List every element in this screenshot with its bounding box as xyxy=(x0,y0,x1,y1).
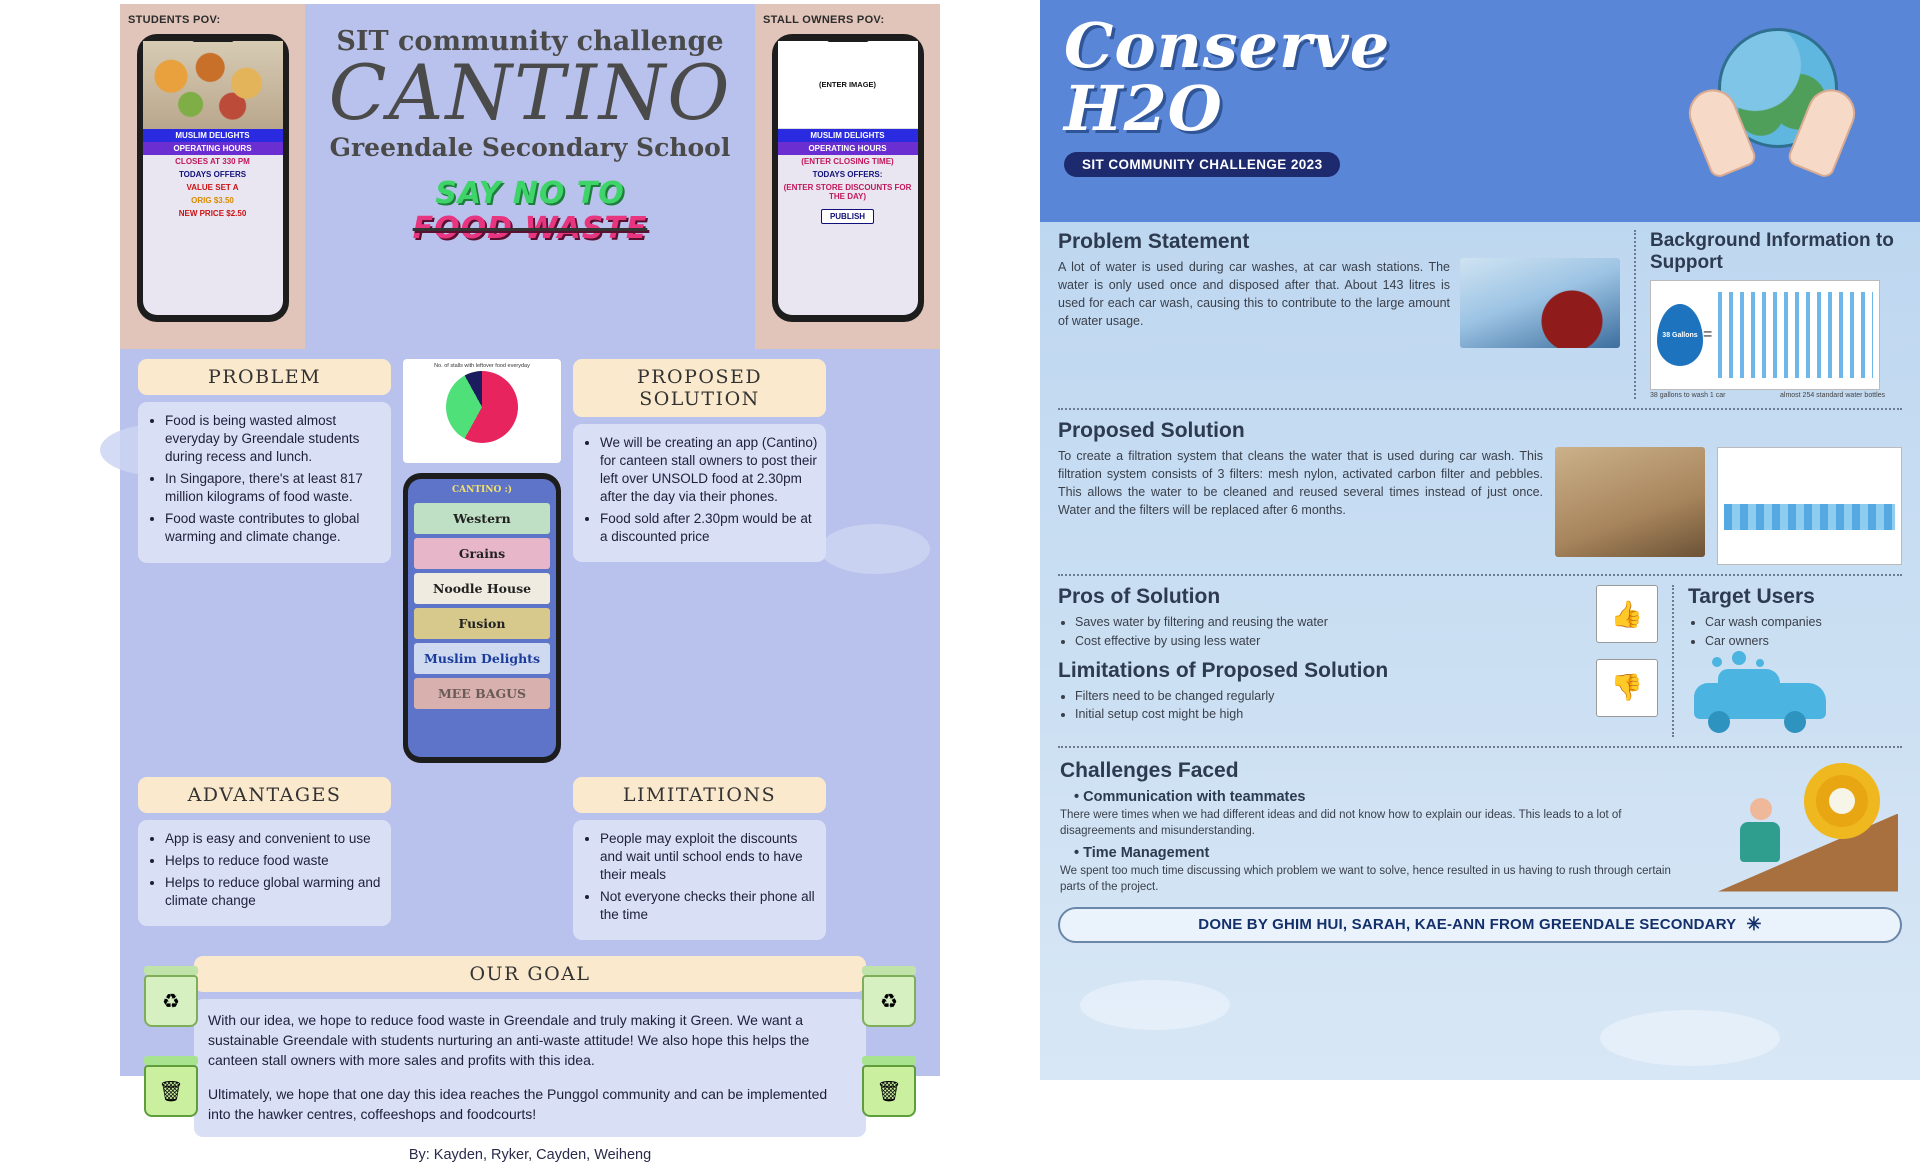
row-problem-background xyxy=(1058,230,1902,399)
globe-in-hands-icon xyxy=(1680,14,1900,222)
left-poster xyxy=(120,4,940,1163)
advantages-body xyxy=(138,820,391,926)
list-item: • Food is being wasted almost everyday by Greendale students during recess and lunch. xyxy=(165,412,383,466)
phone-notch xyxy=(827,37,869,42)
challenge-badge: SIT COMMUNITY CHALLENGE 2023 xyxy=(1064,152,1340,177)
right-poster-title-line-1: Conserve xyxy=(1064,9,1391,82)
poster-school-name: Greendale Secondary School xyxy=(329,133,731,163)
owner-phone-mockup xyxy=(772,34,924,322)
center-media-column xyxy=(403,359,561,763)
problem-heading: PROBLEM xyxy=(138,359,391,395)
goal-paragraph-1: With our idea, we hope to reduce food waste in Greendale and truly making it Green. We want a sustainable Greendale with students nurturing an anti-waste attitude! We also hope this helps the canteen stall owners with more sales and profits with this idea. xyxy=(208,1012,810,1069)
stall-owners-pov-panel xyxy=(755,4,940,349)
problem-statement-heading: Problem Statement xyxy=(1058,230,1250,253)
right-poster-body xyxy=(1040,222,1920,895)
pie-chart-figure xyxy=(403,359,561,463)
our-goal-card xyxy=(194,956,866,1136)
list-item: • Food sold after 2.30pm would be at a discounted price xyxy=(600,510,818,546)
operating-hours-label: OPERATING HOURS xyxy=(143,142,283,155)
recycle-bin-icon: 🗑 xyxy=(144,1056,198,1117)
operating-hours-value: (ENTER CLOSING TIME) xyxy=(801,157,894,166)
app-menu-item[interactable]: Noodle House xyxy=(414,573,550,604)
cloud-decor xyxy=(1080,980,1230,1030)
food-photo xyxy=(143,41,283,129)
chart-caption-right: almost 254 standard water bottles xyxy=(1780,392,1886,399)
image-placeholder: (ENTER IMAGE) xyxy=(778,41,918,129)
student-phone-screen xyxy=(143,41,283,315)
list-item: • In Singapore, there's at least 817 million kilograms of food waste. xyxy=(165,470,383,506)
pros-heading: Pros of Solution xyxy=(1058,585,1221,608)
offer-line-1: VALUE SET A xyxy=(186,183,239,192)
list-item: • We will be creating an app (Cantino) for canteen stall owners to post their left over UNSOLD food at 2.30pm after the day via their phones. xyxy=(600,434,818,506)
right-poster-title-block xyxy=(1064,9,1391,222)
goal-section xyxy=(138,956,922,1136)
offer-line-3: NEW PRICE $2.50 xyxy=(178,209,247,218)
challenge-title-text: Communication with teammates xyxy=(1083,788,1306,805)
list-item: • Food waste contributes to global warming and climate change. xyxy=(165,510,383,546)
publish-button[interactable]: PUBLISH xyxy=(821,209,874,224)
todays-offers-value: (ENTER STORE DISCOUNTS FOR THE DAY) xyxy=(783,183,912,201)
bottle-grid-graphic xyxy=(1718,292,1873,378)
challenges-block xyxy=(1058,757,1902,895)
problem-card xyxy=(138,359,391,563)
operating-hours-value: CLOSES AT 330 PM xyxy=(175,157,250,166)
chart-caption-left: 38 gallons to wash 1 car xyxy=(1650,392,1726,399)
advantages-heading: ADVANTAGES xyxy=(138,777,391,813)
car-wash-icon xyxy=(1688,651,1838,737)
list-item: • Helps to reduce global warming and climate change xyxy=(165,874,383,910)
phone-notch xyxy=(192,37,234,42)
app-title: CANTINO :) xyxy=(451,485,513,495)
poster-main-title: CANTINO xyxy=(328,48,732,137)
advantages-card xyxy=(138,777,391,926)
limitations-body xyxy=(573,820,826,940)
proposed-solution-card xyxy=(573,359,826,562)
list-item: • Car wash companies xyxy=(1705,613,1902,632)
list-item: • Saves water by filtering and reusing the water xyxy=(1075,613,1582,632)
our-goal-heading: OUR GOAL xyxy=(194,956,866,992)
challenge-title-text: Time Management xyxy=(1083,844,1210,861)
thumbs-up-icon: 👍 xyxy=(1596,585,1658,643)
app-menu-item[interactable]: Fusion xyxy=(414,608,550,639)
proposed-solution-heading: Proposed Solution xyxy=(1058,419,1245,442)
left-poster-title-block xyxy=(305,4,755,246)
app-preview-phone xyxy=(403,473,561,763)
left-poster-credit: By: Kayden, Ryker, Cayden, Weiheng xyxy=(408,1146,652,1163)
target-users-block xyxy=(1672,585,1902,737)
divider xyxy=(1058,746,1902,748)
proposed-solution-body xyxy=(573,424,826,562)
filtration-diagram xyxy=(1717,447,1902,565)
problem-statement-block xyxy=(1058,230,1620,399)
divider xyxy=(1058,574,1902,576)
todays-offers-label: TODAYS OFFERS xyxy=(178,170,247,179)
pie-chart-caption: No. of stalls with leftover food everyday xyxy=(434,363,530,369)
app-menu-item[interactable]: Western xyxy=(414,503,550,534)
footer-credit-text: DONE BY GHIM HUI, SARAH, KAE-ANN FROM GREENDALE SECONDARY xyxy=(1198,916,1737,934)
person-pushing-gear-illustration xyxy=(1712,757,1902,892)
list-item: • Cost effective by using less water xyxy=(1075,632,1582,651)
background-info-heading: Background Information to Support xyxy=(1650,230,1894,273)
proposed-solution-text: To create a filtration system that cleans the water that is used during car wash. This filtration system consists of 3 filters: mesh nylon, activated carbon filter and pebbles. This allows the water to be cleaned and reused several times instead of just once. Water and the filters will be replaced after 6 months. xyxy=(1058,449,1543,518)
stall-owners-pov-label: STALL OWNERS POV: xyxy=(763,14,885,26)
offer-line-2: ORIG $3.50 xyxy=(191,196,234,205)
left-poster-header xyxy=(120,4,940,349)
stall-name: MUSLIM DELIGHTS xyxy=(778,129,918,142)
owner-phone-screen xyxy=(778,41,918,315)
pros-limitations-column xyxy=(1058,585,1658,737)
challenge-text: We spent too much time discussing which problem we want to solve, hence resulted in us having to rush through certain parts of the project. xyxy=(1060,864,1671,893)
sparkle-icon: ✳ xyxy=(1746,914,1762,935)
thumbs-down-icon: 👎 xyxy=(1596,659,1658,717)
pie-chart xyxy=(446,371,518,443)
poster-subtitle-top: SIT community challenge xyxy=(336,26,724,57)
equals-sign: = xyxy=(1703,326,1713,343)
list-item: • Not everyone checks their phone all the time xyxy=(600,888,818,924)
car-wash-photo xyxy=(1460,258,1620,348)
proposed-solution-heading: PROPOSED SOLUTION xyxy=(573,359,826,417)
slogan-line-1: SAY NO TO xyxy=(435,176,625,212)
water-usage-chart xyxy=(1650,280,1880,390)
limitations-card xyxy=(573,777,826,940)
list-item: • Helps to reduce food waste xyxy=(165,852,383,870)
proposed-solution-block xyxy=(1058,419,1902,565)
recycle-bin-icon: ♻ xyxy=(862,966,916,1027)
app-menu-item[interactable]: Muslim Delights xyxy=(414,643,550,674)
list-item: • App is easy and convenient to use xyxy=(165,830,383,848)
problem-statement-text: A lot of water is used during car washes, at car wash stations. The water is only used once and disposed after that. About 143 litres is used for each car wash, causing this to contribute to the large amount of water usage. xyxy=(1058,260,1450,329)
list-item: • Initial setup cost might be high xyxy=(1075,705,1582,724)
goal-paragraph-2: Ultimately, we hope that one day this idea reaches the Punggol community and can be implemented into the hawker centres, coffeeshops and foodcourts! xyxy=(208,1086,828,1122)
operating-hours-label: OPERATING HOURS xyxy=(778,142,918,155)
students-pov-label: STUDENTS POV: xyxy=(128,14,221,26)
limitations-block xyxy=(1058,659,1582,725)
list-item: • Filters need to be changed regularly xyxy=(1075,687,1582,706)
right-poster-footer xyxy=(1058,907,1902,943)
limitations-heading: LIMITATIONS xyxy=(573,777,826,813)
left-poster-body xyxy=(120,349,940,1163)
cloud-decor xyxy=(1600,1010,1780,1066)
row-pros-limitations-users xyxy=(1058,585,1902,737)
background-info-block xyxy=(1634,230,1902,399)
app-menu-item[interactable]: Grains xyxy=(414,538,550,569)
challenges-heading: Challenges Faced xyxy=(1060,758,1239,782)
challenge-text: There were times when we had different ideas and did not know how to explain our ideas. This leads to a lot of disagreements and misunderstanding. xyxy=(1060,808,1622,837)
todays-offers-label: TODAYS OFFERS: xyxy=(812,170,883,179)
slogan-line-2: FOOD WASTE xyxy=(412,211,648,247)
filter-prototype-photo xyxy=(1555,447,1705,557)
recycle-bin-icon: ♻ xyxy=(144,966,198,1027)
problem-body xyxy=(138,402,391,563)
right-poster-header xyxy=(1040,0,1920,222)
app-menu-item[interactable]: MEE BAGUS xyxy=(414,678,550,709)
gear-icon xyxy=(1804,763,1880,839)
target-users-heading: Target Users xyxy=(1688,585,1815,608)
recycle-bin-icon: 🗑 xyxy=(862,1056,916,1117)
challenge-title: • Communication with teammates xyxy=(1074,788,1306,805)
row-advantages-limitations xyxy=(138,777,922,940)
divider xyxy=(1058,408,1902,410)
slogan-block xyxy=(305,176,755,246)
list-item: • Car owners xyxy=(1705,632,1902,651)
right-poster xyxy=(1040,0,1920,1080)
students-pov-panel xyxy=(120,4,305,349)
pros-block xyxy=(1058,585,1582,651)
student-phone-mockup xyxy=(137,34,289,322)
right-poster-title-line-2: H2O xyxy=(1064,72,1223,146)
stall-name: MUSLIM DELIGHTS xyxy=(143,129,283,142)
our-goal-body xyxy=(194,999,866,1136)
app-preview-screen xyxy=(408,479,556,757)
person-icon xyxy=(1740,798,1780,862)
list-item: • People may exploit the discounts and wait until school ends to have their meals xyxy=(600,830,818,884)
challenge-title: • Time Management xyxy=(1074,844,1210,861)
water-drop-icon xyxy=(1657,304,1703,366)
drop-label: 38 Gallons xyxy=(1662,331,1698,339)
limitations-heading: Limitations of Proposed Solution xyxy=(1058,658,1389,682)
row-problem-solution xyxy=(138,359,922,763)
